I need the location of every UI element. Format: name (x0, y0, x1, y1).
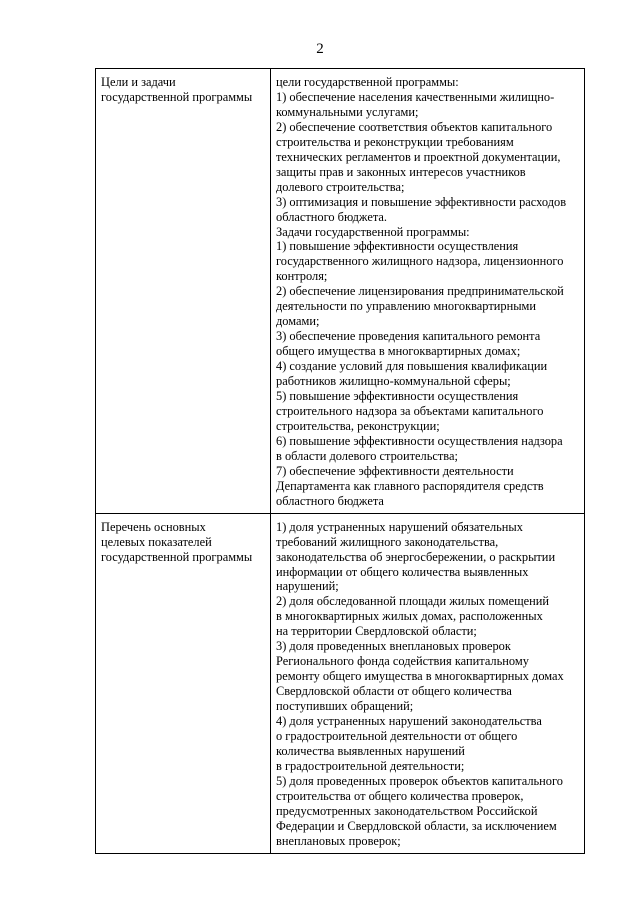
content-line: 5) повышение эффективности осуществления (276, 389, 519, 404)
content-line: 5) доля проведенных проверок объектов капитального (276, 773, 563, 788)
page-number: 2 (316, 41, 324, 57)
content-cell-goals-and-tasks (271, 69, 585, 514)
content-line: 2) доля обследованной площади жилых помещений (276, 594, 550, 609)
content-line: 7) обеспечение эффективности деятельности (276, 463, 514, 478)
content-line: Свердловской области от общего количества (276, 684, 512, 699)
content-line: областного бюджета. (276, 209, 387, 224)
content-line: 3) доля проведенных внеплановых проверок (276, 639, 511, 654)
content-line: поступивших обращений; (276, 699, 414, 714)
table-row-target-indicators (96, 513, 585, 853)
label-cell-goals-and-tasks (96, 69, 271, 514)
content-line: Департамента как главного распорядителя средств (276, 478, 544, 493)
table-row-goals-and-tasks (96, 69, 585, 514)
content-line: количества выявленных нарушений (276, 743, 465, 758)
content-line: областного бюджета (276, 493, 384, 508)
content-line: законодательства об энергосбережении, о раскрытии (276, 549, 556, 564)
program-passport-table (95, 68, 585, 854)
content-line: в многоквартирных жилых домах, расположенных (276, 609, 543, 624)
content-line: 1) доля устраненных нарушений обязательных (276, 519, 523, 534)
label-line: государственной программы (101, 89, 253, 104)
content-line: 3) обеспечение проведения капитального ремонта (276, 329, 541, 344)
content-line: защиты прав и законных интересов участников (276, 164, 526, 179)
content-line: долевого строительства; (276, 179, 405, 194)
content-line: информации от общего количества выявленных (276, 564, 529, 579)
content-line: домами; (276, 314, 320, 329)
label-line: целевых показателей (101, 534, 212, 549)
label-cell-target-indicators (96, 513, 271, 853)
content-line: 2) обеспечение соответствия объектов капитального (276, 119, 553, 134)
content-line: в области долевого строительства; (276, 448, 458, 463)
content-line: о градостроительной деятельности от общего (276, 728, 518, 743)
content-line: на территории Свердловской области; (276, 624, 477, 639)
content-line: 4) доля устраненных нарушений законодательства (276, 714, 542, 729)
content-line: предусмотренных законодательством Российской (276, 803, 538, 818)
content-line: технических регламентов и проектной документации, (276, 149, 561, 164)
content-line: строительства и реконструкции требованиям (276, 134, 514, 149)
content-line: внеплановых проверок; (276, 833, 401, 848)
content-line: 1) повышение эффективности осуществления (276, 239, 519, 254)
content-line: 1) обеспечение населения качественными жилищно- (276, 89, 555, 104)
content-line: строительного надзора за объектами капитального (276, 403, 544, 418)
content-line: нарушений; (276, 579, 339, 594)
content-line: требований жилищного законодательства, (276, 534, 499, 549)
label-line: государственной программы (101, 549, 253, 564)
content-line: в градостроительной деятельности; (276, 758, 465, 773)
content-line: Регионального фонда содействия капитальному (276, 654, 529, 669)
content-cell-target-indicators (271, 513, 585, 853)
content-line: работников жилищно-коммунальной сферы; (276, 374, 511, 389)
content-line: цели государственной программы: (276, 75, 459, 89)
content-line: государственного жилищного надзора, лицензионного (276, 254, 564, 269)
content-line: 6) повышение эффективности осуществления надзора (276, 433, 563, 448)
content-line: контроля; (276, 269, 328, 284)
content-line: строительства, реконструкции; (276, 418, 440, 433)
content-line: Федерации и Свердловской области, за исключением (276, 818, 557, 833)
content-line: общего имущества в многоквартирных домах; (276, 344, 521, 359)
content-line: 2) обеспечение лицензирования предпринимательской (276, 284, 564, 299)
content-line: 3) оптимизация и повышение эффективности расходов (276, 194, 567, 209)
content-line: строительства от общего количества проверок, (276, 788, 524, 803)
label-line: Перечень основных (101, 519, 206, 534)
content-line: коммунальными услугами; (276, 104, 419, 119)
label-line: Цели и задачи (101, 75, 176, 89)
content-line: ремонту общего имущества в многоквартирных домах (276, 669, 564, 684)
content-line: деятельности по управлению многоквартирными (276, 299, 537, 314)
content-line: 4) создание условий для повышения квалификации (276, 359, 548, 374)
content-line: Задачи государственной программы: (276, 224, 470, 239)
